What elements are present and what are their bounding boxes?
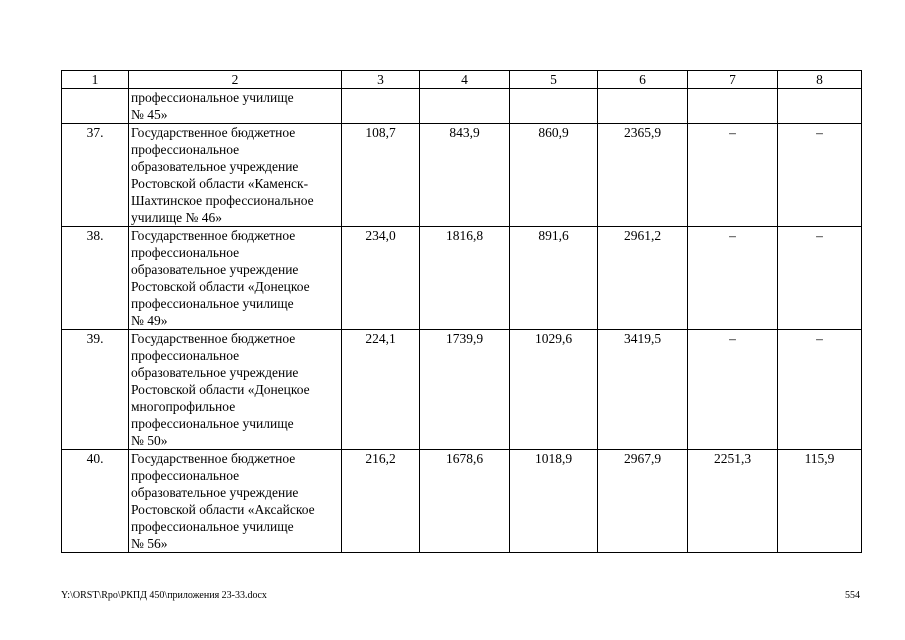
institution-name-cell: профессиональное училище № 45» xyxy=(129,89,342,124)
value-cell-8: – xyxy=(778,227,862,330)
value-cell xyxy=(510,89,598,124)
column-header: 1 xyxy=(62,71,129,89)
value-cell-6: 2967,9 xyxy=(598,450,688,553)
value-cell-4: 843,9 xyxy=(420,124,510,227)
value-cell xyxy=(598,89,688,124)
value-cell-3: 234,0 xyxy=(342,227,420,330)
value-cell-8: – xyxy=(778,124,862,227)
table-header-row xyxy=(62,71,862,89)
column-header: 6 xyxy=(598,71,688,89)
value-cell-7: – xyxy=(688,124,778,227)
institution-name-cell: Государственное бюджетное профессиональное образовательное учреждение Ростовской области «Каменск- Шахтинское профессиональное училище № 46» xyxy=(129,124,342,227)
footer-file-path: Y:\ORST\Rpo\РКПД 450\приложения 23-33.docx xyxy=(61,590,267,601)
value-cell xyxy=(778,89,862,124)
column-header: 5 xyxy=(510,71,598,89)
institution-name-cell: Государственное бюджетное профессиональное образовательное учреждение Ростовской области «Донецкое профессиональное училище № 49» xyxy=(129,227,342,330)
value-cell-4: 1739,9 xyxy=(420,330,510,450)
institution-name-cell: Государственное бюджетное професcиональное образовательное учреждение Ростовской области «Донецкое многопрофильное профессиональное училище № 50» xyxy=(129,330,342,450)
page-number: 554 xyxy=(845,590,860,601)
value-cell-6: 3419,5 xyxy=(598,330,688,450)
value-cell-7: – xyxy=(688,227,778,330)
value-cell-6: 2961,2 xyxy=(598,227,688,330)
column-header: 2 xyxy=(129,71,342,89)
table-row xyxy=(62,330,862,450)
table-row xyxy=(62,227,862,330)
row-number-cell: 39. xyxy=(62,330,129,450)
budget-table xyxy=(61,70,862,553)
row-number-cell: 37. xyxy=(62,124,129,227)
row-number-cell xyxy=(62,89,129,124)
table-row xyxy=(62,450,862,553)
column-header: 3 xyxy=(342,71,420,89)
value-cell xyxy=(420,89,510,124)
value-cell-5: 1029,6 xyxy=(510,330,598,450)
value-cell-5: 860,9 xyxy=(510,124,598,227)
value-cell-4: 1816,8 xyxy=(420,227,510,330)
value-cell-6: 2365,9 xyxy=(598,124,688,227)
value-cell-3: 108,7 xyxy=(342,124,420,227)
value-cell-4: 1678,6 xyxy=(420,450,510,553)
column-header: 8 xyxy=(778,71,862,89)
value-cell-8: – xyxy=(778,330,862,450)
institution-name-cell: Государственное бюджетное профессиональное образовательное учреждение Ростовской области «Аксайское профессиональное училище № 56» xyxy=(129,450,342,553)
value-cell xyxy=(342,89,420,124)
value-cell-7: 2251,3 xyxy=(688,450,778,553)
value-cell-5: 1018,9 xyxy=(510,450,598,553)
value-cell-5: 891,6 xyxy=(510,227,598,330)
table-row-continuation xyxy=(62,89,862,124)
value-cell-3: 216,2 xyxy=(342,450,420,553)
column-header: 7 xyxy=(688,71,778,89)
row-number-cell: 40. xyxy=(62,450,129,553)
value-cell-3: 224,1 xyxy=(342,330,420,450)
value-cell-7: – xyxy=(688,330,778,450)
table-row xyxy=(62,124,862,227)
column-header: 4 xyxy=(420,71,510,89)
row-number-cell: 38. xyxy=(62,227,129,330)
value-cell-8: 115,9 xyxy=(778,450,862,553)
value-cell xyxy=(688,89,778,124)
